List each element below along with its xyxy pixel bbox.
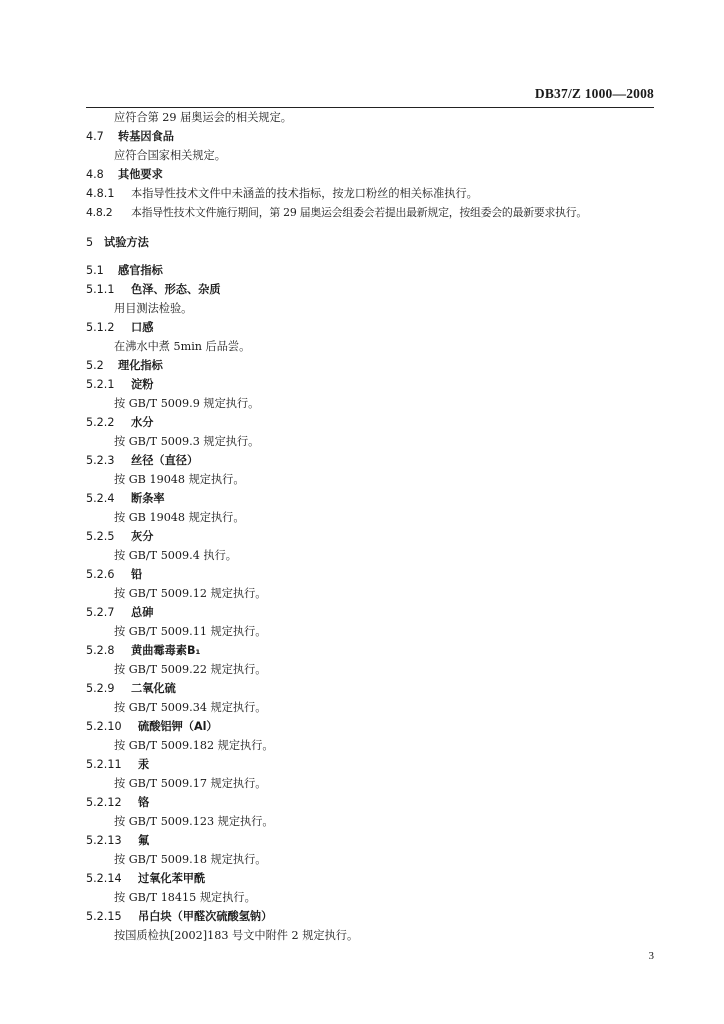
section-heading-4-7	[86, 129, 174, 145]
body-text: 按 GB/T 5009.9 规定执行。	[114, 397, 260, 410]
body-text: 用目测法检验。	[114, 302, 193, 315]
body-text: 应符合国家相关规定。	[114, 149, 226, 162]
body-text: 按 GB/T 5009.11 规定执行。	[114, 625, 267, 638]
section-title: 色泽、形态、杂质	[131, 283, 221, 296]
section-number: 5.2.1	[86, 378, 115, 391]
section-heading-5-2-11	[86, 757, 149, 773]
section-heading-5-2-7	[86, 605, 153, 621]
section-number: 4.7	[86, 130, 104, 143]
section-number: 5.2.2	[86, 416, 115, 429]
section-title: 吊白块（甲醛次硫酸氢钠）	[138, 910, 273, 923]
section-number: 5.2.12	[86, 796, 122, 809]
section-title: 硫酸铝钾（Al）	[138, 720, 218, 733]
section-title: 黄曲霉毒素B₁	[131, 644, 201, 657]
section-number: 5.2.5	[86, 530, 115, 543]
body-text: 按 GB/T 5009.17 规定执行。	[114, 777, 267, 790]
section-number: 5.2.15	[86, 910, 122, 923]
clause-text: 本指导性技术文件施行期间，第 29 届奥运会组委会若提出最新规定，按组委会的最新要求执行。	[131, 206, 588, 219]
body-text: 按 GB/T 5009.182 规定执行。	[114, 739, 274, 752]
section-number: 5.2.10	[86, 720, 122, 733]
section-title: 其他要求	[118, 168, 163, 181]
body-text: 按 GB/T 5009.4 执行。	[114, 549, 237, 562]
section-number: 5.1	[86, 264, 104, 277]
section-heading-5-2-10	[86, 719, 218, 735]
section-title: 铬	[138, 796, 150, 809]
section-heading-5-2	[86, 358, 163, 374]
section-number: 5.2.8	[86, 644, 115, 657]
section-title: 感官指标	[118, 264, 163, 277]
body-text: 在沸水中煮 5min 后品尝。	[114, 340, 251, 353]
section-heading-4-8	[86, 167, 163, 183]
section-heading-5-2-13	[86, 833, 149, 849]
clause-4-8-1	[86, 186, 478, 202]
section-heading-5-2-1	[86, 377, 153, 393]
clause-text: 本指导性技术文件中未涵盖的技术指标，按龙口粉丝的相关标准执行。	[131, 187, 478, 200]
body-text: 按 GB/T 5009.18 规定执行。	[114, 853, 267, 866]
body-text: 按 GB/T 5009.3 规定执行。	[114, 435, 260, 448]
section-heading-5-2-9	[86, 681, 176, 697]
section-heading-5-1-2	[86, 320, 153, 336]
section-title: 总砷	[131, 606, 154, 619]
section-number: 5.2.14	[86, 872, 122, 885]
section-number: 5.2.3	[86, 454, 115, 467]
section-heading-5-2-15	[86, 909, 272, 925]
section-number: 5.2	[86, 359, 104, 372]
section-heading-5-2-6	[86, 567, 142, 583]
section-heading-5-2-14	[86, 871, 205, 887]
section-title: 试验方法	[104, 236, 149, 249]
page-number: 3	[648, 950, 654, 962]
clause-4-8-2	[86, 205, 587, 221]
section-number: 5.2.11	[86, 758, 122, 771]
section-number: 5.2.7	[86, 606, 115, 619]
section-heading-5-2-4	[86, 491, 165, 507]
body-text: 按 GB/T 5009.34 规定执行。	[114, 701, 267, 714]
section-number: 4.8.2	[86, 206, 113, 219]
section-title: 丝径（直径）	[131, 454, 199, 467]
body-text: 按 GB/T 18415 规定执行。	[114, 891, 256, 904]
section-heading-5-2-3	[86, 453, 198, 469]
section-heading-5-2-2	[86, 415, 153, 431]
section-number: 5.2.6	[86, 568, 115, 581]
body-text: 按 GB 19048 规定执行。	[114, 473, 245, 486]
section-heading-5-2-5	[86, 529, 153, 545]
section-number: 5.2.13	[86, 834, 122, 847]
body-text: 按国质检执[2002]183 号文中附件 2 规定执行。	[114, 929, 359, 942]
body-text: 按 GB 19048 规定执行。	[114, 511, 245, 524]
section-title: 水分	[131, 416, 154, 429]
section-heading-5-1-1	[86, 282, 221, 298]
chapter-heading-5	[86, 235, 149, 251]
section-title: 转基因食品	[118, 130, 174, 143]
section-title: 口感	[131, 321, 154, 334]
section-number: 4.8	[86, 168, 104, 181]
section-heading-5-1	[86, 263, 163, 279]
document-code: DB37/Z 1000—2008	[534, 86, 654, 101]
section-title: 灰分	[131, 530, 154, 543]
section-heading-5-2-8	[86, 643, 200, 659]
section-title: 氟	[138, 834, 150, 847]
section-number: 5.2.4	[86, 492, 115, 505]
header-rule	[86, 107, 654, 108]
section-heading-5-2-12	[86, 795, 149, 811]
body-text: 按 GB/T 5009.22 规定执行。	[114, 663, 267, 676]
body-text: 应符合第 29 届奥运会的相关规定。	[114, 111, 292, 124]
section-number: 5.2.9	[86, 682, 115, 695]
section-title: 断条率	[131, 492, 165, 505]
body-text: 按 GB/T 5009.123 规定执行。	[114, 815, 274, 828]
section-number: 5.1.1	[86, 283, 115, 296]
section-title: 汞	[138, 758, 150, 771]
section-number: 5.1.2	[86, 321, 115, 334]
section-title: 理化指标	[118, 359, 163, 372]
section-title: 淀粉	[131, 378, 154, 391]
section-number: 4.8.1	[86, 187, 115, 200]
section-title: 铅	[131, 568, 143, 581]
section-title: 过氧化苯甲酰	[138, 872, 206, 885]
section-number: 5	[86, 236, 94, 249]
section-title: 二氧化硫	[131, 682, 176, 695]
body-text: 按 GB/T 5009.12 规定执行。	[114, 587, 267, 600]
